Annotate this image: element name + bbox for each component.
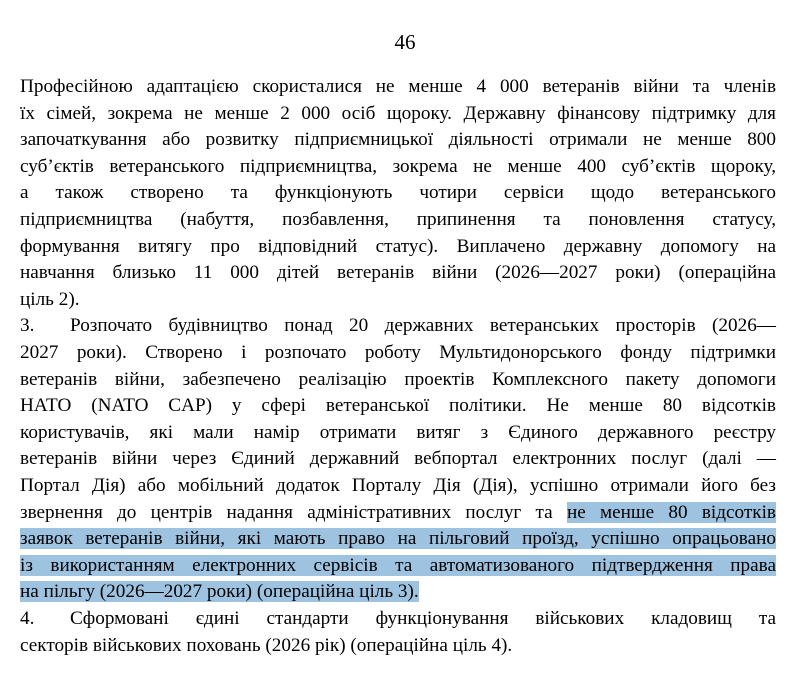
line-text: навчання близько 11 000 дітей ветеранів війни (2026—2027 роки) (операційна: [20, 262, 776, 284]
text-line: [20, 634, 776, 658]
line-text: підприємництва (набуття, позбавлення, припинення та поновлення статусу,: [20, 209, 776, 230]
line-text: Професійною адаптацією скористалися не менше 4 000 ветеранів війни та членів: [20, 76, 776, 97]
text-line: [20, 261, 776, 285]
highlighted-text[interactable]: на пільгу (2026—2027 роки) (операційна ціль 3).: [20, 581, 419, 603]
list-item-number: 4.: [20, 608, 35, 629]
text-line: [20, 421, 776, 445]
line-text: 2027 роки). Створено і розпочато роботу Мультидонорського фонду підтримки: [20, 342, 776, 363]
highlighted-text[interactable]: із використанням електронних сервісів та автоматизованого підтвердження права: [20, 554, 776, 576]
line-text: ветеранів війни, забезпечено реалізацію проектів Комплексного пакету допомоги: [20, 368, 776, 390]
text-line: [20, 235, 776, 259]
text-line: [20, 368, 776, 392]
line-text: секторів військових поховань (2026 рік) (операційна ціль 4).: [20, 634, 513, 656]
text-line: [20, 181, 776, 205]
text-line: [20, 314, 776, 338]
text-line: [20, 447, 776, 471]
text-line: [20, 501, 776, 525]
page-number: 46: [394, 30, 416, 54]
line-text: формування витягу про відповідний статус). Виплачено державну допомогу на: [20, 235, 776, 257]
text-line: [20, 527, 776, 551]
line-text: звернення до центрів надання адміністративних послуг та: [20, 501, 567, 523]
text-line: [20, 128, 776, 152]
line-text: НАТО (NATO CAP) у сфері ветеранської політики. Не менше 80 відсотків: [20, 395, 776, 417]
line-text: ціль 2).: [20, 288, 80, 310]
line-text: започаткування або розвитку підприємницької діяльності отримали не менше 800: [20, 129, 776, 151]
line-text: суб’єктів ветеранського підприємництва, зокрема не менше 400 суб’єктів щороку,: [20, 155, 776, 177]
line-text: ветеранів війни через Єдиний державний вебпортал електронних послуг (далі —: [20, 448, 776, 470]
text-line: [20, 341, 776, 365]
text-line: [20, 580, 776, 604]
line-text: їх сімей, зокрема не менше 2 000 осіб щороку. Державну фінансову підтримку для: [20, 102, 776, 124]
text-line: [20, 208, 776, 232]
line-text: Портал Дія) або мобільний додаток Порталу Дія (Дія), успішно отримали його без: [20, 475, 776, 496]
text-line: [20, 394, 776, 418]
text-line: [20, 607, 776, 631]
text-line: [20, 75, 776, 99]
text-line: [20, 554, 776, 578]
text-line: [20, 155, 776, 179]
highlighted-text[interactable]: заявок ветеранів війни, які мають право на пільговий проїзд, успішно опрацьовано: [20, 528, 776, 550]
text-line: [20, 102, 776, 126]
line-text: а також створено та функціонують чотири сервіси щодо ветеранського: [20, 182, 776, 204]
line-text: користувачів, які мали намір отримати витяг з Єдиного державного реєстру: [20, 421, 776, 443]
line-text: Розпочато будівництво понад 20 державних ветеранських просторів (2026—: [70, 315, 776, 337]
list-item-number: 3.: [20, 315, 35, 337]
highlighted-text[interactable]: не менше 80 відсотків: [566, 501, 776, 523]
text-line: [20, 288, 776, 312]
text-line: [20, 474, 776, 498]
line-text: Сформовані єдині стандарти функціонування військових кладовищ та: [70, 608, 776, 629]
